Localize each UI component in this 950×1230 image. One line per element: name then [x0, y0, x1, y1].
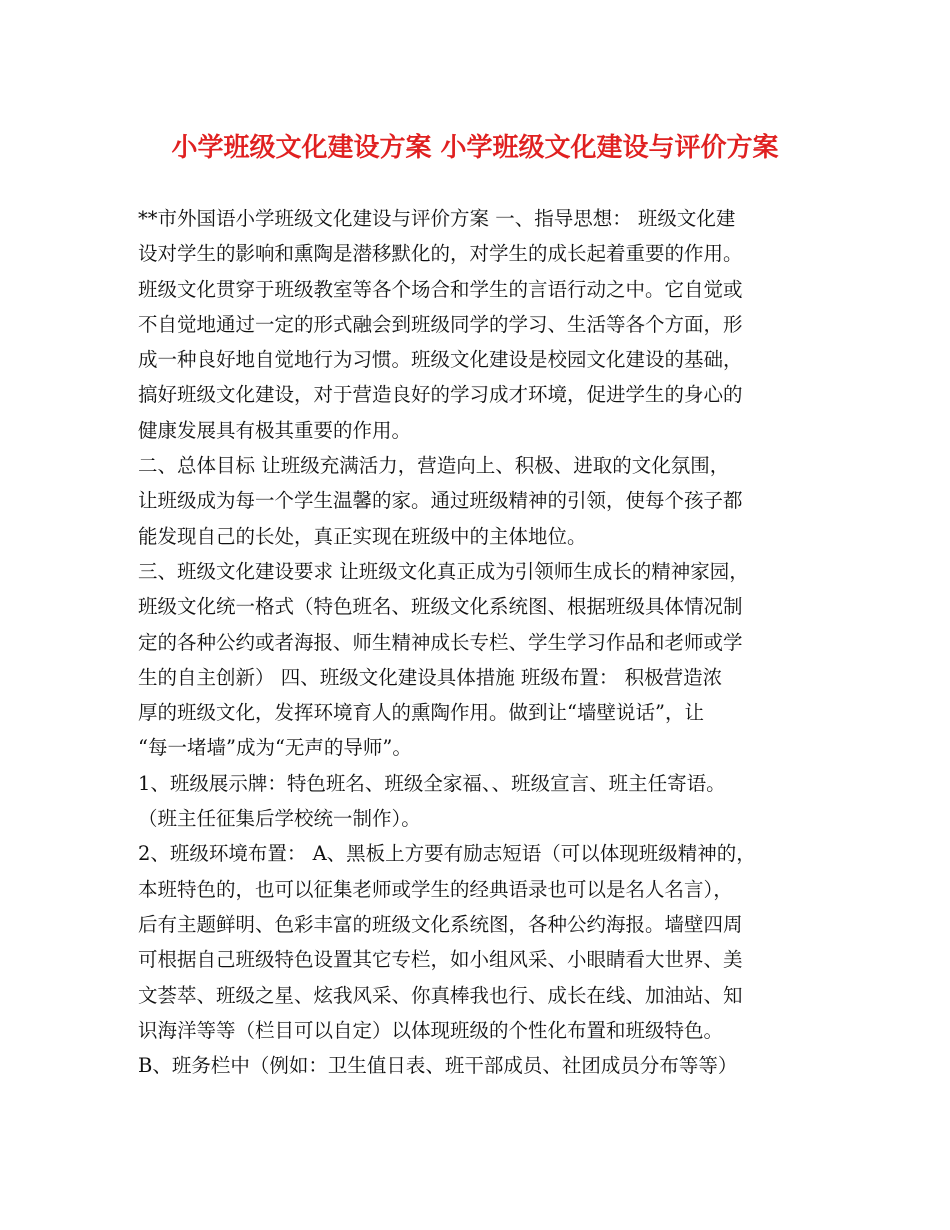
body-line: （班主任征集后学校统一制作）。 — [138, 807, 421, 831]
body-line: 班级文化贯穿于班级教室等各个场合和学生的言语行动之中。它自觉或 — [138, 277, 743, 301]
body-line: 识海洋等等（栏目可以自定）以体现班级的个性化布置和班级特色。 — [138, 1018, 724, 1042]
body-line: 生的自主创新） 四、班级文化建设具体措施 班级布置： 积极营造浓 — [138, 665, 723, 689]
body-line: 班级文化统一格式（特色班名、班级文化系统图、根据班级具体情况制 — [138, 595, 743, 619]
body-line: 可根据自己班级特色设置其它专栏，如小组风采、小眼睛看大世界、美 — [138, 948, 743, 972]
body-line: 设对学生的影响和熏陶是潜移默化的，对学生的成长起着重要的作用。 — [138, 242, 743, 266]
body-line: “每一堵墙”成为“无声的导师”。 — [138, 736, 412, 760]
body-line: 不自觉地通过一定的形式融会到班级同学的学习、生活等各个方面，形 — [138, 312, 743, 336]
body-line: 三、班级文化建设要求 让班级文化真正成为引领师生成长的精神家园， — [138, 559, 749, 583]
document-body — [138, 201, 828, 1083]
body-line: 二、总体目标 让班级充满活力，营造向上、积极、进取的文化氛围， — [138, 454, 730, 478]
body-line: 后有主题鲜明、色彩丰富的班级文化系统图，各种公约海报。墙壁四周 — [138, 912, 743, 936]
body-line: 搞好班级文化建设，对于营造良好的学习成才环境，促进学生的身心的 — [138, 383, 743, 407]
body-line: 2、班级环境布置： A、黑板上方要有励志短语（可以体现班级精神的， — [138, 842, 756, 866]
body-line: 成一种良好地自觉地行为习惯。班级文化建设是校园文化建设的基础， — [138, 348, 743, 372]
body-line: B、班务栏中（例如：卫生值日表、班干部成员、社团成员分布等等） — [138, 1054, 738, 1078]
body-line: 文荟萃、班级之星、炫我风采、你真棒我也行、成长在线、加油站、知 — [138, 983, 743, 1007]
body-line: 让班级成为每一个学生温馨的家。通过班级精神的引领，使每个孩子都 — [138, 489, 743, 513]
body-line: 健康发展具有极其重要的作用。 — [138, 418, 412, 442]
body-line: 能发现自己的长处，真正实现在班级中的主体地位。 — [138, 524, 587, 548]
body-line: **市外国语小学班级文化建设与评价方案 一、指导思想： 班级文化建 — [138, 207, 736, 230]
body-line: 1、班级展示牌：特色班名、班级全家福、、班级宣言、班主任寄语。 — [138, 771, 726, 795]
body-line: 本班特色的，也可以征集老师或学生的经典语录也可以是名人名言）， — [138, 877, 733, 901]
body-line: 厚的班级文化，发挥环境育人的熏陶作用。做到让“墙壁说话”，让 — [138, 701, 704, 725]
document-title: 小学班级文化建设方案 小学班级文化建设与评价方案 — [171, 133, 779, 163]
body-line: 定的各种公约或者海报、师生精神成长专栏、学生学习作品和老师或学 — [138, 630, 743, 654]
